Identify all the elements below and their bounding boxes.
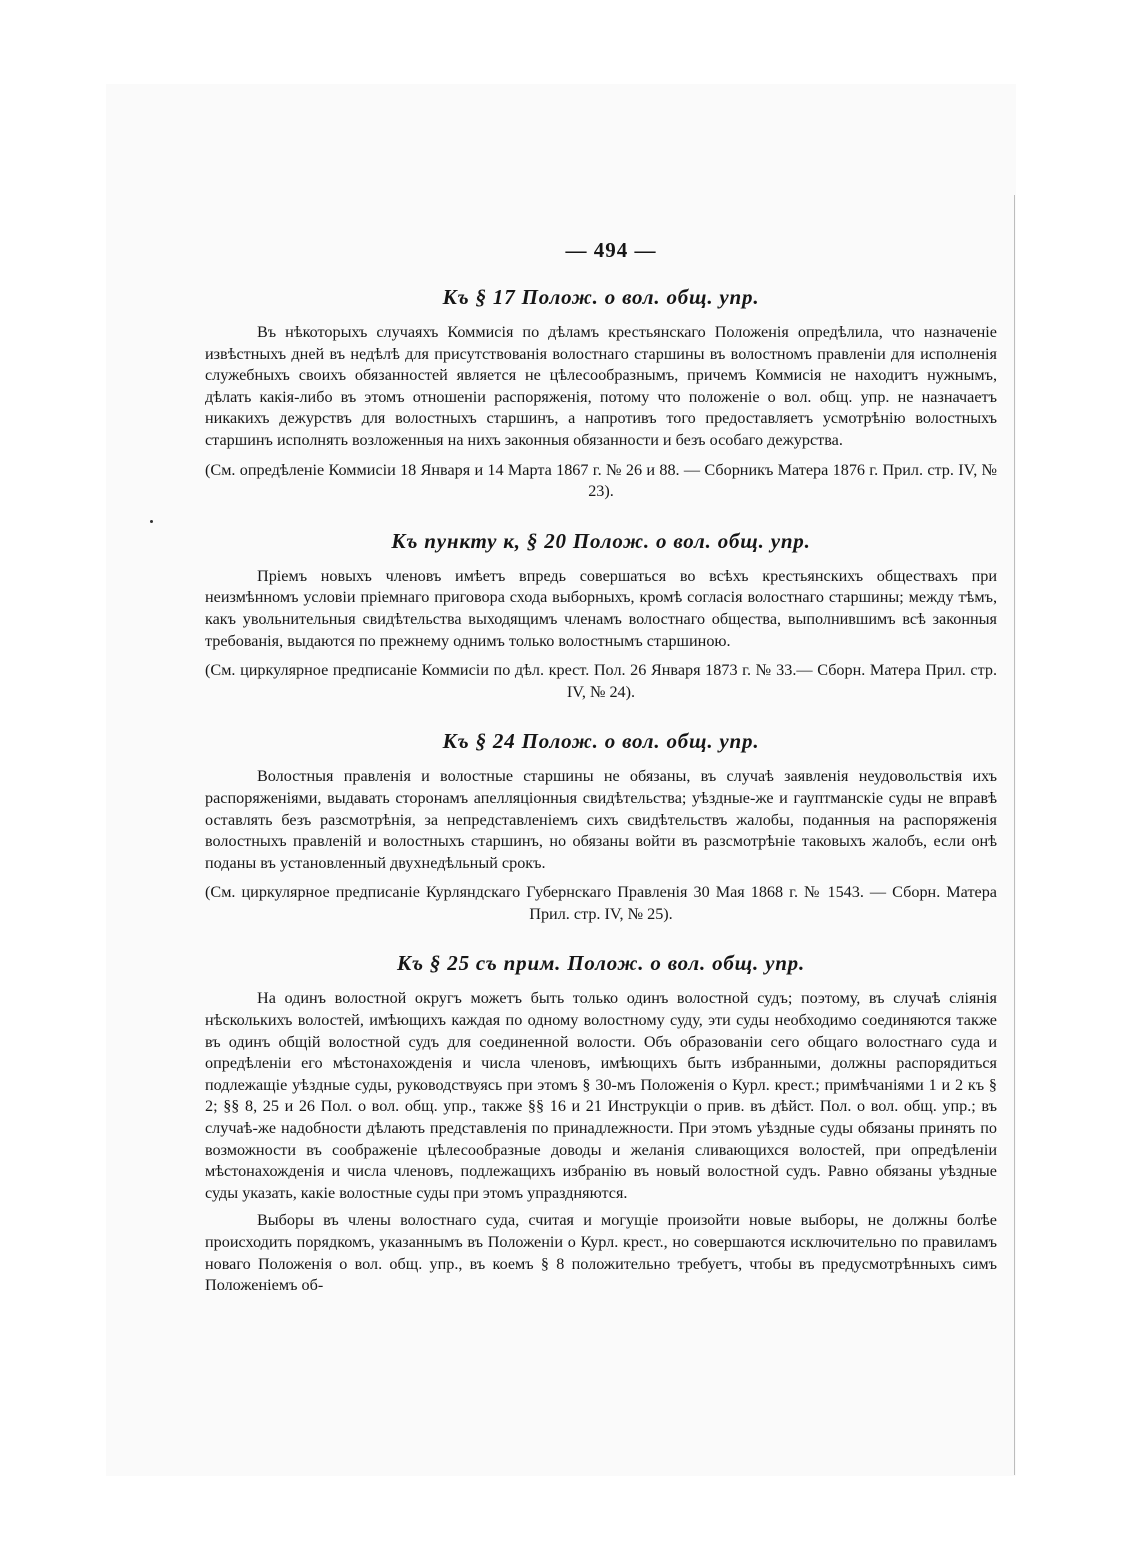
ink-speck [150, 520, 153, 523]
section-heading: Къ § 24 Полож. о вол. общ. упр. [442, 729, 760, 754]
section-article-25 [205, 949, 997, 1296]
section-heading: Къ пункту к, § 20 Полож. о вол. общ. упр. [391, 528, 811, 553]
page-content [205, 238, 997, 1297]
page-number: — 494 — [565, 238, 657, 262]
section-reference: (См. опредѣленіе Коммисіи 18 Января и 14 Марта 1867 г. № 26 и 88. — Сборникъ Матера 1876 г. Прил. стр. IV, № 23). [205, 460, 997, 501]
section-reference: (См. циркулярное предписаніе Курляндскаго Губернскаго Правленія 30 Мая 1868 г. № 1543. — Сборн. Матера Прил. стр. IV, № 25). [205, 883, 997, 923]
section-article-17 [205, 283, 997, 503]
page-edge-line [1014, 195, 1015, 1475]
section-paragraph: На одинъ волостной округъ можетъ быть только одинъ волостной судъ; поэтому, въ случаѣ сліянія нѣсколькихъ волостей, имѣющихъ каждая по одному волостному суду, эти суды необходимо соединяются также въ одинъ общій волостной судъ для соединенной волости. Объ образованіи сего общаго волостнаго суда и опредѣленіи его мѣстонахожденія и числа членовъ, имѣющихъ быть избранными, должны распорядиться подлежащіе уѣздные суды, руководствуясь при этомъ § 30-мъ Положенія о Курл. крест.; примѣчаніями 1 и 2 къ § 2; §§ 8, 25 и 26 Пол. о вол. общ. упр., также §§ 16 и 21 Инструкціи о прив. въ дѣйст. Пол. о вол. общ. упр.; въ случаѣ-же надобности дѣлають представленія по принадлежности. При этомъ уѣздные суды обязаны принять по возможности въ соображеніе цѣлесообразные доводы и желанія сливающихся волостей, при опредѣленіи мѣстонахожденія и числа членовъ, подлежащихъ избранію въ новый волостной судъ. Равно обязаны уѣздные суды указать, какіе волостные суды при этомъ упраздняются. [205, 989, 997, 1202]
section-paragraph: Пріемъ новыхъ членовъ имѣетъ впредь совершаться во всѣхъ крестьянскихъ обществахъ при неизмѣнномъ условіи пріемнаго приговора схода выборныхъ, кромѣ согласія волостнаго старшины; между тѣмъ, какъ увольнительныя свидѣтельства выходящимъ членамъ волостнаго общества, выполнившимъ всѣ законныя требованія, выдаются по прежнему однимъ только волостнымъ старшиною. [205, 566, 997, 650]
section-article-20 [205, 527, 997, 704]
section-reference: (См. циркулярное предписаніе Коммисіи по дѣл. крест. Пол. 26 Января 1873 г. № 33.— Сборн. Матера Прил. стр. IV, № 24). [205, 661, 997, 701]
section-paragraph: Волостныя правленія и волостные старшины не обязаны, въ случаѣ заявленія неудовольствія ихъ распоряженіями, выдавать сторонамъ апелляціонныя свидѣтельства; уѣздные-же и гауптманскіе суды не вправѣ оставлять безъ разсмотрѣнія, за непредставленіемъ сихъ свидѣтельствъ жалобы, поданныя на распоряженія волостныхъ правленій и волостныхъ старшинъ, но обязаны войти въ разсмотрѣніе таковыхъ жалобъ, если онѣ поданы въ установленный двухнедѣльный срокъ. [205, 767, 997, 872]
section-paragraph: Выборы въ члены волостнаго суда, считая и могущіе произойти новые выборы, не должны болѣе происходить порядкомъ, указаннымъ въ Положеніи о Курл. крест., но совершаются исключительно по правиламъ новаго Положенія о вол. общ. упр., въ коемъ § 8 положительно требуетъ, чтобы въ предусмотрѣнныхъ симъ Положеніемъ об- [205, 1211, 997, 1295]
section-paragraph: Въ нѣкоторыхъ случаяхъ Коммисія по дѣламъ крестьянскаго Положенія опредѣлила, что назначеніе извѣстныхъ дней въ недѣлѣ для присутствованія волостнаго старшины въ волостномъ правленіи для исполненія служебныхъ своихъ обязанностей является не цѣлесообразнымъ, причемъ Коммисія не находитъ нужнымъ, дѣлать какія-либо въ этомъ отношеніи распоряженія, потому что положеніе о вол. общ. упр. не назначаетъ никакихъ дежурствъ для волостныхъ старшинъ, а напротивъ того предоставляетъ усмотрѣнію волостныхъ старшинъ исполнять возложенныя на нихъ законныя обязанности и безъ особаго дежурства. [205, 323, 997, 449]
section-heading: Къ § 25 съ прим. Полож. о вол. общ. упр. [396, 951, 806, 976]
section-article-24 [205, 727, 997, 925]
section-heading: Къ § 17 Полож. о вол. общ. упр. [442, 285, 760, 309]
